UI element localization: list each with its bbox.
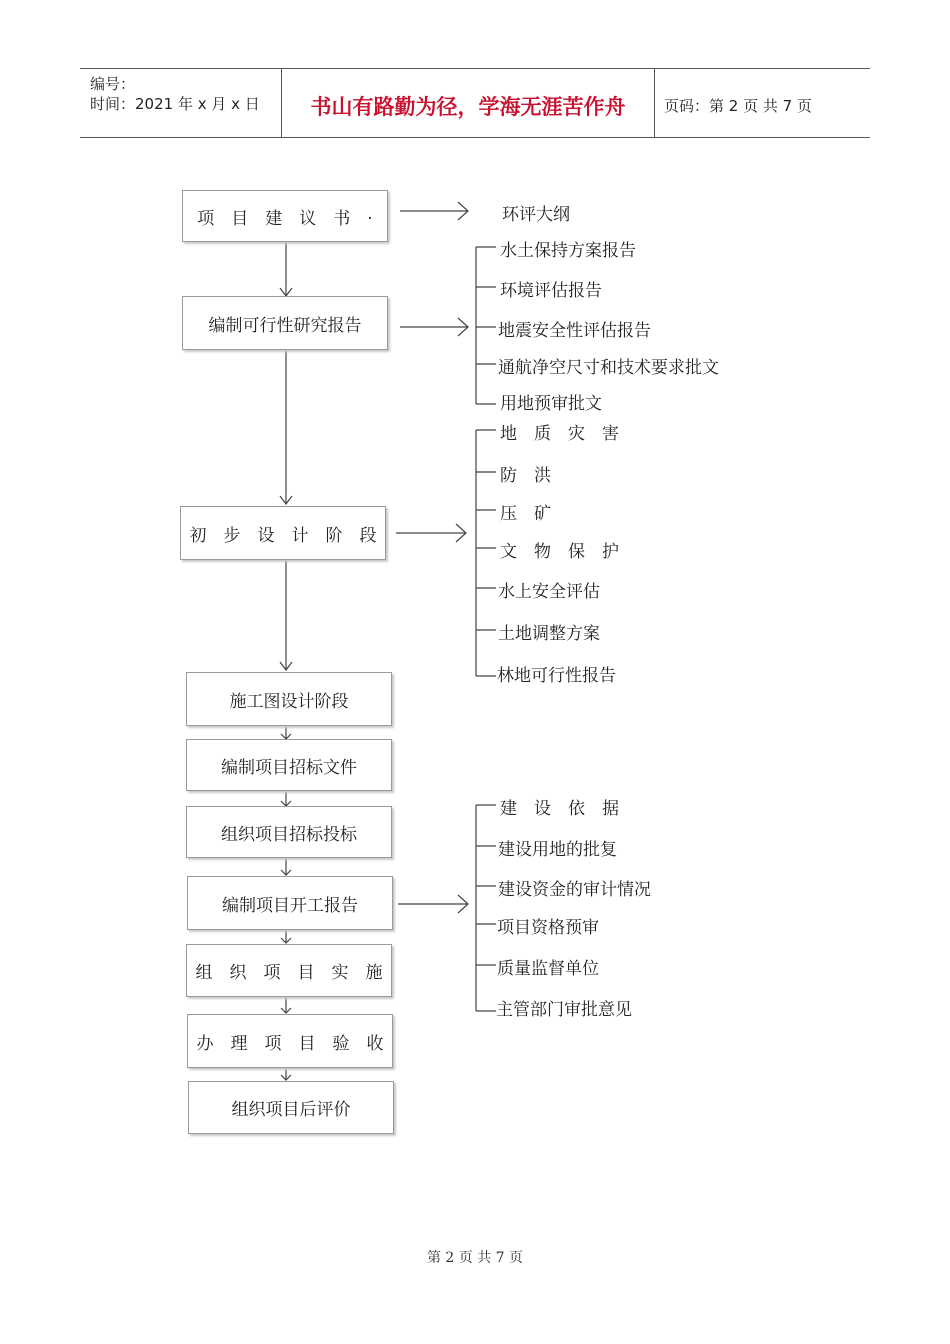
branch-4-item: 项目资格预审 <box>497 918 599 938</box>
step-label: 编制可行性研究报告 <box>208 315 362 336</box>
branch-2-item: 地震安全性评估报告 <box>498 321 651 341</box>
branch-4-item: 质量监督单位 <box>497 959 599 979</box>
branch-3-item: 文 物 保 护 <box>500 542 619 562</box>
branch-1-item: 环评大纲 <box>502 205 570 225</box>
branch-2-item: 通航净空尺寸和技术要求批文 <box>498 358 719 378</box>
step-label: 办 理 项 目 验 收 <box>196 1033 384 1054</box>
step-label: 项 目 建 议 书 · <box>197 208 373 229</box>
branch-3-item: 林地可行性报告 <box>497 666 616 686</box>
step-organize-bidding <box>186 806 392 858</box>
step-preliminary-design <box>180 506 386 560</box>
branch-3-item: 地 质 灾 害 <box>500 424 619 444</box>
branch-3-item: 土地调整方案 <box>498 624 600 644</box>
step-label: 编制项目招标文件 <box>221 757 357 778</box>
step-bidding-documents <box>186 739 392 791</box>
step-acceptance <box>187 1014 393 1068</box>
branch-3-item: 水上安全评估 <box>498 582 600 602</box>
step-project-proposal <box>182 190 388 242</box>
branch-2-item: 环境评估报告 <box>500 281 602 301</box>
time-label: 时间：2021 年 x 月 x 日 <box>90 95 260 113</box>
step-post-evaluation <box>188 1081 394 1134</box>
step-implementation <box>186 944 392 997</box>
branch-3-item: 防 洪 <box>500 466 551 486</box>
page-footer: 第 2 页 共 7 页 <box>426 1250 524 1266</box>
branch-2-item: 水土保持方案报告 <box>500 241 636 261</box>
number-label: 编号： <box>90 75 136 93</box>
branch-4-item: 主管部门审批意见 <box>496 1000 632 1020</box>
step-label: 施工图设计阶段 <box>229 691 349 712</box>
motto: 书山有路勤为径，学海无涯苦作舟 <box>310 95 626 119</box>
step-label: 组织项目招标投标 <box>221 824 357 845</box>
branch-2-item: 用地预审批文 <box>500 394 602 414</box>
page-info: 页码：第 2 页 共 7 页 <box>664 97 812 115</box>
branch-3-item: 压 矿 <box>500 504 551 524</box>
branch-4-item: 建设资金的审计情况 <box>498 880 651 900</box>
branch-4-item: 建设用地的批复 <box>498 840 617 860</box>
step-commencement-report <box>187 876 393 930</box>
step-label: 初 步 设 计 阶 段 <box>189 525 377 546</box>
step-label: 编制项目开工报告 <box>222 895 358 916</box>
step-label: 组 织 项 目 实 施 <box>195 963 383 983</box>
step-construction-drawing <box>186 672 392 726</box>
step-feasibility-report <box>182 296 388 350</box>
branch-4-item: 建 设 依 据 <box>500 799 619 819</box>
step-label: 组织项目后评价 <box>231 1100 351 1120</box>
